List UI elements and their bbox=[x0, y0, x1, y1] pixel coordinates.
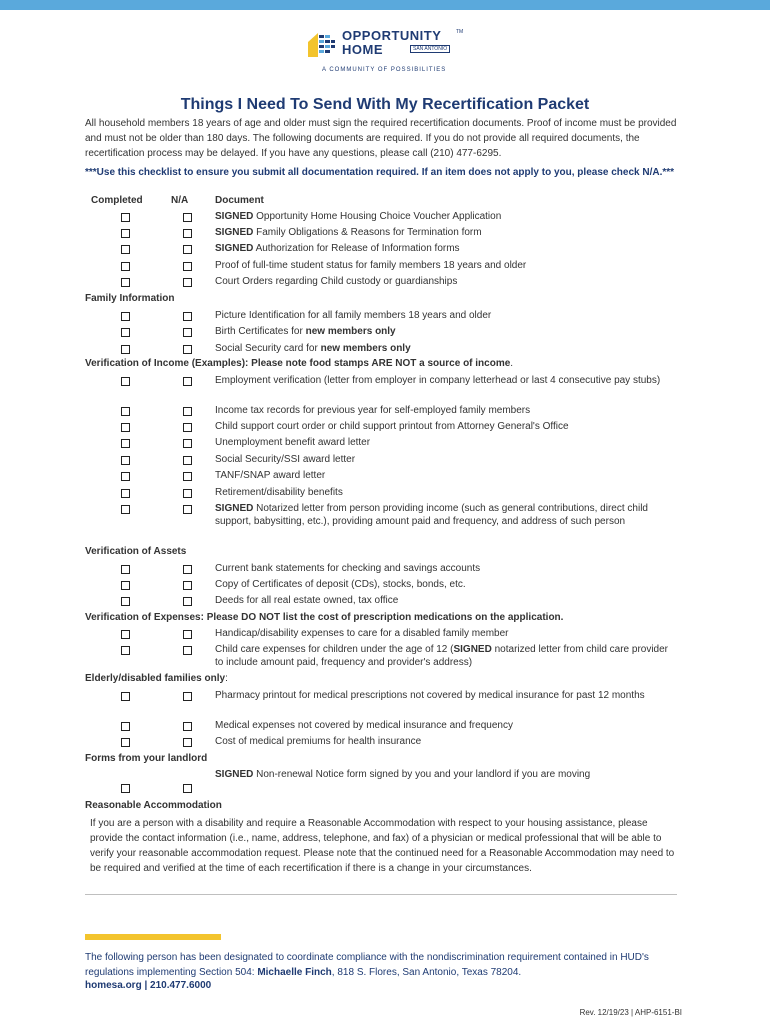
completed-checkbox[interactable] bbox=[121, 692, 130, 701]
table-header bbox=[85, 194, 677, 207]
completed-checkbox[interactable] bbox=[121, 345, 130, 354]
checklist-row bbox=[85, 242, 677, 255]
completed-checkbox[interactable] bbox=[121, 784, 130, 793]
checklist-row bbox=[85, 689, 677, 715]
document-label: Unemployment benefit award letter bbox=[215, 437, 371, 448]
na-checkbox[interactable] bbox=[183, 784, 192, 793]
completed-checkbox[interactable] bbox=[121, 738, 130, 747]
checklist-row bbox=[85, 453, 677, 466]
document-label: Child care expenses for children under the age of 12 (SIGNED notarized letter from child care provider to include amount paid, frequency and provider's address) bbox=[215, 644, 669, 668]
completed-checkbox[interactable] bbox=[121, 722, 130, 731]
completed-checkbox[interactable] bbox=[121, 213, 130, 222]
document-label: Pharmacy printout for medical prescriptions not covered by medical insurance for past 12 months bbox=[215, 690, 645, 701]
completed-checkbox[interactable] bbox=[121, 407, 130, 416]
section-verification-of-assets: Verification of Assets bbox=[85, 546, 187, 557]
na-checkbox[interactable] bbox=[183, 722, 192, 731]
na-checkbox[interactable] bbox=[183, 565, 192, 574]
checklist-row bbox=[85, 643, 677, 669]
document-label: Handicap/disability expenses to care for a disabled family member bbox=[215, 628, 509, 639]
completed-checkbox[interactable] bbox=[121, 229, 130, 238]
completed-checkbox[interactable] bbox=[121, 581, 130, 590]
document-label: Current bank statements for checking and savings accounts bbox=[215, 563, 481, 574]
divider bbox=[85, 894, 677, 895]
logo-word-home: HOME bbox=[342, 42, 383, 57]
checklist-row bbox=[85, 210, 677, 223]
checklist-row bbox=[85, 404, 677, 417]
na-checkbox[interactable] bbox=[183, 738, 192, 747]
checklist-row bbox=[85, 502, 677, 541]
reasonable-accommodation-text: If you are a person with a disability and require a Reasonable Accommodation with respect to your housing assistance, please provide the contact information (i.e., name, address, telephone, and fax) of a physician or medical professional that will be able to verify your reasonable accommodation request. Please note that the continued need for a Reasonable Accommodation may need to be required and verified at the time of each recertification if there is a change in your circumstances. bbox=[90, 818, 675, 874]
document-label: Income tax records for previous year for self-employed family members bbox=[215, 405, 531, 416]
section-elderly-disabled: Elderly/disabled families only: bbox=[85, 673, 228, 684]
na-checkbox[interactable] bbox=[183, 245, 192, 254]
na-checkbox[interactable] bbox=[183, 597, 192, 606]
checklist-row bbox=[85, 420, 677, 433]
footer-accent-bar bbox=[85, 934, 221, 940]
checklist-row bbox=[85, 325, 677, 338]
completed-checkbox[interactable] bbox=[121, 646, 130, 655]
na-checkbox[interactable] bbox=[183, 646, 192, 655]
document-label: SIGNED Authorization for Release of Information forms bbox=[215, 243, 460, 254]
completed-checkbox[interactable] bbox=[121, 328, 130, 337]
na-checkbox[interactable] bbox=[183, 312, 192, 321]
logo-san-antonio: SAN ANTONIO bbox=[410, 45, 450, 53]
completed-checkbox[interactable] bbox=[121, 423, 130, 432]
checklist-row bbox=[85, 436, 677, 449]
document-label: Retirement/disability benefits bbox=[215, 487, 343, 498]
na-checkbox[interactable] bbox=[183, 489, 192, 498]
logo-word-opportunity: OPPORTUNITY bbox=[342, 28, 442, 43]
section-forms-from-landlord: Forms from your landlord bbox=[85, 753, 208, 764]
completed-checkbox[interactable] bbox=[121, 377, 130, 386]
checklist-row bbox=[85, 342, 677, 355]
completed-checkbox[interactable] bbox=[121, 312, 130, 321]
completed-checkbox[interactable] bbox=[121, 489, 130, 498]
na-checkbox[interactable] bbox=[183, 439, 192, 448]
header-document: Document bbox=[215, 195, 264, 206]
checklist-row bbox=[85, 226, 677, 239]
document-label: Medical expenses not covered by medical insurance and frequency bbox=[215, 720, 513, 731]
checklist-row bbox=[85, 486, 677, 499]
section-family-information: Family Information bbox=[85, 293, 175, 304]
completed-checkbox[interactable] bbox=[121, 565, 130, 574]
completed-checkbox[interactable] bbox=[121, 439, 130, 448]
checklist-row bbox=[85, 374, 677, 400]
na-checkbox[interactable] bbox=[183, 472, 192, 481]
footer-contact[interactable]: homesa.org | 210.477.6000 bbox=[85, 980, 212, 991]
document-label: SIGNED Non-renewal Notice form signed by you and your landlord if you are moving bbox=[215, 769, 591, 780]
document-label: Copy of Certificates of deposit (CDs), stocks, bonds, etc. bbox=[215, 579, 466, 590]
section-verification-of-expenses: Verification of Expenses: Please DO NOT list the cost of prescription medications on the application. bbox=[85, 612, 564, 623]
document-label: TANF/SNAP award letter bbox=[215, 470, 326, 481]
na-checkbox[interactable] bbox=[183, 692, 192, 701]
checklist-row bbox=[85, 768, 677, 794]
document-label: Cost of medical premiums for health insurance bbox=[215, 736, 422, 747]
na-checkbox[interactable] bbox=[183, 581, 192, 590]
document-label: Deeds for all real estate owned, tax office bbox=[215, 595, 399, 606]
na-checkbox[interactable] bbox=[183, 229, 192, 238]
footer-compliance-text: The following person has been designated to coordinate compliance with the nondiscrimination requirement contained in HUD's regulations implementing Section 504: Michaelle Finch, 818 S. Flores, San Antonio, Texas 78204. bbox=[85, 952, 649, 978]
na-checkbox[interactable] bbox=[183, 407, 192, 416]
na-checkbox[interactable] bbox=[183, 630, 192, 639]
completed-checkbox[interactable] bbox=[121, 597, 130, 606]
checklist-row bbox=[85, 735, 677, 748]
document-label: SIGNED Notarized letter from person providing income (such as general contributions, direct child support, babysitting, etc.), providing amount paid and frequency, and address of such person bbox=[215, 503, 648, 527]
document-label: Employment verification (letter from employer in company letterhead or last 4 consecutive pay stubs) bbox=[215, 375, 661, 386]
na-checkbox[interactable] bbox=[183, 423, 192, 432]
completed-checkbox[interactable] bbox=[121, 262, 130, 271]
completed-checkbox[interactable] bbox=[121, 278, 130, 287]
top-accent-bar bbox=[0, 0, 770, 10]
logo-tagline: A COMMUNITY OF POSSIBILITIES bbox=[322, 67, 447, 73]
opportunity-home-logo bbox=[306, 28, 476, 78]
checklist-row bbox=[85, 594, 677, 607]
document-label: Birth Certificates for new members only bbox=[215, 326, 396, 337]
na-checkbox[interactable] bbox=[183, 328, 192, 337]
logo-trademark: TM bbox=[456, 29, 464, 35]
intro-paragraph: All household members 18 years of age and older must sign the required recertification documents. Proof of income must be provided and must not be older than 180 days. The following documents are required. If you do not provide all required documents, the recertification process may be delayed. If you have any questions, please call (210) 477-6295. bbox=[85, 118, 677, 159]
checklist-instruction: ***Use this checklist to ensure you submit all documentation required. If an item does not apply to you, please check N/A.*** bbox=[85, 167, 675, 178]
page-title: Things I Need To Send With My Recertification Packet bbox=[180, 96, 590, 113]
section-verification-of-income: Verification of Income (Examples): Please note food stamps ARE NOT a source of income. bbox=[85, 358, 514, 369]
na-checkbox[interactable] bbox=[183, 456, 192, 465]
na-checkbox[interactable] bbox=[183, 505, 192, 514]
house-logo-icon bbox=[306, 30, 336, 58]
na-checkbox[interactable] bbox=[183, 262, 192, 271]
revision-label: Rev. 12/19/23 | AHP-6151-BI bbox=[579, 1008, 682, 1017]
checklist-row bbox=[85, 469, 677, 482]
na-checkbox[interactable] bbox=[183, 345, 192, 354]
na-checkbox[interactable] bbox=[183, 278, 192, 287]
checklist-row bbox=[85, 719, 677, 732]
checklist-row bbox=[85, 562, 677, 575]
document-label: Child support court order or child support printout from Attorney General's Office bbox=[215, 421, 569, 432]
document-label: SIGNED Family Obligations & Reasons for Termination form bbox=[215, 227, 482, 238]
document-label: Social Security card for new members only bbox=[215, 343, 411, 354]
header-completed: Completed bbox=[91, 195, 143, 206]
document-label: Picture Identification for all family members 18 years and older bbox=[215, 310, 492, 321]
completed-checkbox[interactable] bbox=[121, 630, 130, 639]
document-label: SIGNED Opportunity Home Housing Choice Voucher Application bbox=[215, 211, 502, 222]
checklist-row bbox=[85, 275, 677, 288]
checklist-row bbox=[85, 259, 677, 272]
document-label: Social Security/SSI award letter bbox=[215, 454, 356, 465]
completed-checkbox[interactable] bbox=[121, 472, 130, 481]
document-label: Court Orders regarding Child custody or guardianships bbox=[215, 276, 458, 287]
na-checkbox[interactable] bbox=[183, 213, 192, 222]
checklist-row bbox=[85, 627, 677, 640]
completed-checkbox[interactable] bbox=[121, 245, 130, 254]
checklist-row bbox=[85, 578, 677, 591]
document-label: Proof of full-time student status for family members 18 years and older bbox=[215, 260, 527, 271]
checklist-row bbox=[85, 309, 677, 322]
section-reasonable-accommodation: Reasonable Accommodation bbox=[85, 800, 222, 811]
completed-checkbox[interactable] bbox=[121, 456, 130, 465]
header-na: N/A bbox=[171, 195, 189, 206]
na-checkbox[interactable] bbox=[183, 377, 192, 386]
completed-checkbox[interactable] bbox=[121, 505, 130, 514]
